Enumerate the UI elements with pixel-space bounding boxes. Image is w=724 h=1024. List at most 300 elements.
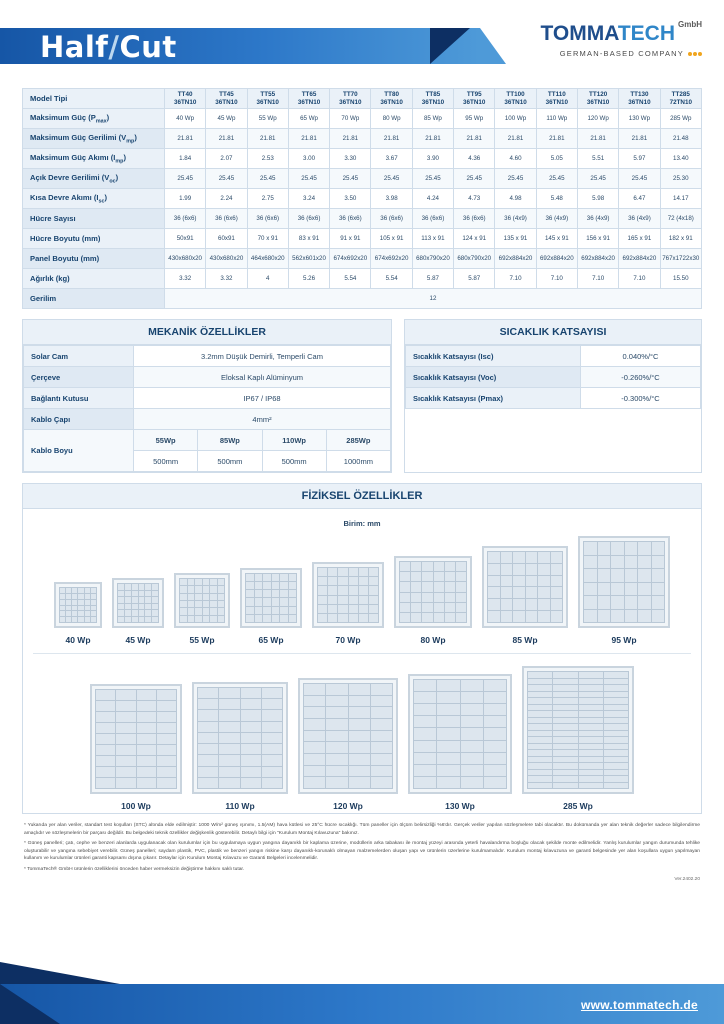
- solar-cell: [584, 569, 597, 582]
- solar-cell: [579, 731, 603, 737]
- solar-cell: [488, 611, 500, 622]
- panel-figure: [578, 536, 670, 645]
- spec-cell: 25.45: [577, 169, 618, 189]
- solar-cell: [137, 745, 156, 755]
- spec-cell: 14.17: [660, 189, 701, 209]
- solar-cell: [513, 576, 525, 587]
- spec-cell: 135 x 91: [495, 229, 536, 249]
- solar-cell: [116, 767, 135, 777]
- solar-cell: [625, 583, 638, 596]
- solar-cell: [638, 569, 651, 582]
- panel-cell-grid: [413, 679, 507, 789]
- mekanik-row-value: Eloksal Kaplı Alüminyum: [134, 367, 391, 388]
- solar-cell: [400, 613, 410, 622]
- solar-cell: [72, 606, 77, 611]
- solar-cell: [60, 617, 65, 622]
- solar-cell: [255, 582, 263, 589]
- model-cells: 36TN10: [339, 98, 362, 106]
- solar-cell: [145, 597, 151, 603]
- spec-row-label: Ağırlık (kg): [23, 269, 165, 289]
- website-link[interactable]: www.tommatech.de: [580, 998, 698, 1012]
- spec-cell: 21.81: [454, 129, 495, 149]
- spec-cell: 21.81: [330, 129, 371, 149]
- solar-cell: [157, 690, 176, 700]
- spec-col-header: [247, 89, 288, 109]
- solar-cell: [241, 733, 261, 743]
- solar-cell: [85, 606, 90, 611]
- solar-cell: [139, 617, 145, 623]
- solar-cell: [289, 607, 297, 614]
- solar-cell: [501, 564, 513, 575]
- spec-cell: 83 x 91: [288, 229, 329, 249]
- solar-cell: [85, 611, 90, 616]
- solar-cell: [219, 733, 239, 743]
- spec-header-label: Model Tipi: [23, 89, 165, 109]
- sicaklik-table: [405, 345, 701, 409]
- solar-cell: [203, 586, 210, 592]
- solar-cell: [638, 610, 651, 623]
- panel-label: 70 Wp: [335, 635, 361, 645]
- model-code: TT40: [177, 90, 193, 98]
- solar-cell: [157, 745, 176, 755]
- solar-cell: [604, 757, 628, 763]
- spec-table: [22, 88, 702, 309]
- solar-cell: [66, 617, 71, 622]
- model-code: TT120: [589, 90, 608, 98]
- solar-cell: [513, 587, 525, 598]
- solar-cell: [526, 611, 538, 622]
- solar-cell: [538, 564, 550, 575]
- solar-cell: [125, 597, 131, 603]
- panel-frame: [112, 578, 164, 628]
- solar-cell: [411, 572, 421, 581]
- solar-cell: [139, 597, 145, 603]
- logo-tomma: TOMMA: [540, 22, 618, 45]
- solar-cell: [484, 716, 506, 727]
- solar-cell: [125, 604, 131, 610]
- solar-cell: [652, 596, 665, 609]
- kablo-head-cell: 110Wp: [262, 430, 326, 451]
- solar-cell: [188, 586, 195, 592]
- spec-cell: 4.60: [495, 149, 536, 169]
- model-cells: 36TN10: [215, 98, 238, 106]
- spec-cell: 36 (4x9): [495, 209, 536, 229]
- solar-cell: [246, 607, 254, 614]
- solar-cell: [262, 744, 282, 754]
- spec-cell: 5.87: [454, 269, 495, 289]
- sicaklik-title: SICAKLIK KATSAYISI: [405, 320, 701, 345]
- solar-cell: [414, 692, 436, 703]
- solar-cell: [488, 564, 500, 575]
- birim-label: Birim: mm: [343, 519, 381, 528]
- footnote-paragraph: * Güneş panelleri; çatı, cephe ve benzeri alanlarda uygulanacak olan kurulumlar için bu uygulamaya uygun yangına dayanıklı bir kaplama üzerine, modüllerin arka tabakası ile montaj yüzeyi arasında yeterli havalandırma boşluğu olacak şekilde monte edilmelidir. Yanlış kurulumlar yangın durumunda tehlike oluşturabilir ve yangına sebebiyet verebilir. Güneş panelleri; saydam plastik, PVC, plastik ve benzeri yangın riskine karşı dayanıklı-korunaklı olmayan malzemelerden oluşan yapı ve ürünlerin üzerlerine kurulmamalıdır. Kurulum montaj kılavuzuna ve garanti belgesinde yer alan koşullara uygun yapılmayan kullanım ve kurulumlar ürünleri garanti kapsamı dışına çıkarır. Detaylar için Kurulum Montaj Kılavuzu ve Garanti Belgeleri incelenmelidir.: [24, 841, 700, 862]
- solar-cell: [219, 722, 239, 732]
- solar-cell: [526, 564, 538, 575]
- solar-cell: [625, 556, 638, 569]
- spec-row-label: Panel Boyutu (mm): [23, 249, 165, 269]
- solar-cell: [349, 754, 370, 765]
- solar-cell: [188, 579, 195, 585]
- spec-cell: 70 Wp: [330, 109, 371, 129]
- solar-cell: [203, 601, 210, 607]
- model-cells: 36TN10: [545, 98, 569, 106]
- solar-cell: [638, 596, 651, 609]
- solar-cell: [528, 750, 552, 756]
- panel-figure: [394, 556, 472, 645]
- solar-cell: [371, 766, 392, 777]
- solar-cell: [272, 615, 280, 622]
- panel-cell-grid: [59, 587, 97, 623]
- spec-cell: 3.50: [330, 189, 371, 209]
- solar-cell: [139, 591, 145, 597]
- solar-cell: [598, 596, 611, 609]
- panel-frame: [54, 582, 102, 628]
- solar-cell: [219, 688, 239, 698]
- solar-cell: [78, 606, 83, 611]
- solar-cell: [349, 684, 370, 695]
- solar-cell: [262, 688, 282, 698]
- solar-cell: [210, 616, 217, 622]
- solar-cell: [456, 603, 466, 612]
- solar-cell: [180, 601, 187, 607]
- solar-cell: [132, 584, 138, 590]
- solar-cell: [349, 719, 370, 730]
- solar-cell: [137, 734, 156, 744]
- solar-cell: [262, 767, 282, 777]
- spec-cell: 72 (4x18): [660, 209, 701, 229]
- spec-row-label: Maksimum Güç Gerilimi $(V_{mp})$: [23, 129, 165, 149]
- model-code: TT85: [425, 90, 441, 98]
- solar-cell: [538, 587, 550, 598]
- solar-cell: [188, 616, 195, 622]
- spec-cell: 4.36: [454, 149, 495, 169]
- solar-cell: [195, 608, 202, 614]
- solar-cell: [157, 756, 176, 766]
- solar-cell: [60, 606, 65, 611]
- solar-cell: [638, 556, 651, 569]
- panel-label: 80 Wp: [420, 635, 446, 645]
- solar-cell: [652, 583, 665, 596]
- panel-frame: [174, 573, 230, 628]
- solar-cell: [414, 716, 436, 727]
- solar-cell: [604, 698, 628, 704]
- solar-cell: [584, 596, 597, 609]
- panel-label: 55 Wp: [189, 635, 215, 645]
- model-cells: 36TN10: [463, 98, 486, 106]
- solar-cell: [501, 587, 513, 598]
- panel-label: 100 Wp: [121, 801, 151, 811]
- header-triangle: [430, 28, 470, 64]
- spec-cell: 36 (6x6): [412, 209, 453, 229]
- solar-cell: [414, 728, 436, 739]
- solar-cell: [326, 742, 347, 753]
- solar-cell: [484, 765, 506, 776]
- kablo-head-cell: 55Wp: [134, 430, 198, 451]
- solar-cell: [579, 679, 603, 685]
- sicaklik-row-value: 0.040%/°C: [581, 346, 701, 367]
- solar-cell: [513, 599, 525, 610]
- solar-cell: [132, 591, 138, 597]
- model-code: TT45: [219, 90, 234, 98]
- solar-cell: [371, 754, 392, 765]
- solar-cell: [400, 572, 410, 581]
- solar-cell: [116, 690, 135, 700]
- solar-cell: [338, 586, 347, 594]
- solar-cell: [349, 614, 358, 622]
- footer-triangle-top: [0, 962, 120, 984]
- solar-cell: [604, 750, 628, 756]
- panel-figure: [298, 678, 398, 811]
- solar-cell: [625, 610, 638, 623]
- title-main: Half: [40, 30, 109, 64]
- spec-cell: 25.45: [371, 169, 412, 189]
- solar-cell: [137, 712, 156, 722]
- solar-cell: [116, 756, 135, 766]
- model-code: TT70: [342, 90, 358, 98]
- spec-row-label: Kısa Devre Akımı $(I_{sc})$: [23, 189, 165, 209]
- spec-cell: 80 Wp: [371, 109, 412, 129]
- solar-cell: [304, 731, 325, 742]
- spec-cell: 145 x 91: [536, 229, 577, 249]
- solar-cell: [461, 765, 483, 776]
- spec-row-label: Gerilim: [23, 289, 165, 309]
- model-cells: 36TN10: [297, 98, 321, 106]
- solar-cell: [526, 552, 538, 563]
- solar-cell: [434, 593, 444, 602]
- solar-cell: [359, 605, 368, 613]
- table-row: [406, 388, 701, 409]
- solar-cell: [528, 711, 552, 717]
- solar-cell: [255, 574, 263, 581]
- spec-cell: 25.45: [330, 169, 371, 189]
- solar-cell: [219, 744, 239, 754]
- model-code: TT130: [630, 90, 649, 98]
- spec-cell: 5.26: [288, 269, 329, 289]
- model-code: TT110: [547, 90, 566, 98]
- spec-cell: 3.00: [288, 149, 329, 169]
- panel-label: 110 Wp: [225, 801, 255, 811]
- solar-cell: [241, 688, 261, 698]
- solar-cell: [91, 617, 96, 622]
- table-row: [23, 249, 702, 269]
- model-code: TT285: [671, 90, 690, 98]
- solar-cell: [349, 707, 370, 718]
- table-row: [23, 269, 702, 289]
- solar-cell: [263, 615, 271, 622]
- solar-cell: [579, 692, 603, 698]
- spec-cell: 674x692x20: [330, 249, 371, 269]
- solar-cell: [488, 576, 500, 587]
- solar-cell: [116, 778, 135, 788]
- table-row: [24, 346, 391, 367]
- spec-cell: 5.54: [330, 269, 371, 289]
- solar-cell: [157, 712, 176, 722]
- model-cells: 36TN10: [380, 98, 403, 106]
- panel-label: 95 Wp: [611, 635, 637, 645]
- solar-cell: [152, 591, 158, 597]
- solar-cell: [60, 611, 65, 616]
- kablo-value-cell: 500mm: [262, 451, 326, 472]
- solar-cell: [437, 716, 459, 727]
- solar-cell: [359, 586, 368, 594]
- solar-cell: [553, 737, 577, 743]
- logo-gmbh: GmbH: [678, 20, 702, 29]
- panel-figure: [174, 573, 230, 645]
- panel-frame: [578, 536, 670, 628]
- solar-cell: [553, 763, 577, 769]
- solar-cell: [414, 680, 436, 691]
- solar-cell: [513, 552, 525, 563]
- solar-cell: [203, 594, 210, 600]
- spec-cell: 692x884x20: [577, 249, 618, 269]
- spec-cell: 25.45: [288, 169, 329, 189]
- solar-cell: [263, 590, 271, 597]
- solar-cell: [318, 605, 327, 613]
- solar-cell: [72, 588, 77, 593]
- spec-cell: 5.97: [619, 149, 660, 169]
- solar-cell: [598, 583, 611, 596]
- panel-figure: [54, 582, 102, 645]
- solar-cell: [461, 704, 483, 715]
- solar-cell: [528, 705, 552, 711]
- solar-cell: [528, 698, 552, 704]
- solar-cell: [338, 568, 347, 576]
- solar-cell: [553, 705, 577, 711]
- solar-cell: [369, 614, 378, 622]
- panel-cell-grid: [399, 561, 467, 623]
- solar-cell: [219, 755, 239, 765]
- spec-cell: 5.98: [577, 189, 618, 209]
- solar-cell: [180, 586, 187, 592]
- solar-cell: [584, 556, 597, 569]
- solar-cell: [584, 583, 597, 596]
- solar-cell: [304, 754, 325, 765]
- solar-cell: [579, 685, 603, 691]
- mekanik-row-value: IP67 / IP68: [134, 388, 391, 409]
- spec-cell: 110 Wp: [536, 109, 577, 129]
- solar-cell: [422, 582, 432, 591]
- solar-cell: [203, 616, 210, 622]
- spec-cell: 36 (6x6): [247, 209, 288, 229]
- spec-cell: 21.81: [206, 129, 247, 149]
- solar-cell: [255, 590, 263, 597]
- solar-cell: [553, 679, 577, 685]
- solar-cell: [488, 599, 500, 610]
- solar-cell: [280, 582, 288, 589]
- solar-cell: [484, 728, 506, 739]
- solar-cell: [488, 552, 500, 563]
- solar-cell: [553, 750, 577, 756]
- solar-cell: [579, 750, 603, 756]
- spec-cell: 21.48: [660, 129, 701, 149]
- spec-cell: 36 (6x6): [288, 209, 329, 229]
- spec-cell: 65 Wp: [288, 109, 329, 129]
- solar-cell: [85, 594, 90, 599]
- solar-cell: [528, 731, 552, 737]
- solar-cell: [203, 579, 210, 585]
- solar-cell: [598, 556, 611, 569]
- spec-cell: 12: [165, 289, 702, 309]
- solar-cell: [528, 724, 552, 730]
- solar-cell: [488, 587, 500, 598]
- spec-cell: 25.45: [412, 169, 453, 189]
- solar-cell: [132, 597, 138, 603]
- solar-cell: [66, 606, 71, 611]
- panel-frame: [298, 678, 398, 794]
- spec-cell: 2.07: [206, 149, 247, 169]
- solar-cell: [553, 685, 577, 691]
- spec-cell: 430x680x20: [165, 249, 206, 269]
- sicaklik-row-label: Sıcaklık Katsayısı (Voc): [406, 367, 581, 388]
- solar-cell: [400, 603, 410, 612]
- panel-cell-grid: [197, 687, 283, 789]
- solar-cell: [132, 604, 138, 610]
- solar-cell: [241, 744, 261, 754]
- solar-cell: [349, 766, 370, 777]
- solar-cell: [604, 783, 628, 789]
- solar-cell: [528, 737, 552, 743]
- solar-cell: [598, 610, 611, 623]
- solar-cell: [304, 684, 325, 695]
- solar-cell: [195, 594, 202, 600]
- solar-cell: [625, 569, 638, 582]
- solar-cell: [198, 755, 218, 765]
- panel-frame: [192, 682, 288, 794]
- solar-cell: [188, 601, 195, 607]
- solar-cell: [604, 672, 628, 678]
- solar-cell: [445, 582, 455, 591]
- spec-cell: 5.87: [412, 269, 453, 289]
- solar-cell: [528, 776, 552, 782]
- solar-cell: [66, 611, 71, 616]
- solar-cell: [60, 600, 65, 605]
- solar-cell: [579, 718, 603, 724]
- solar-cell: [318, 614, 327, 622]
- solar-cell: [584, 542, 597, 555]
- spec-cell: 25.45: [206, 169, 247, 189]
- solar-cell: [195, 586, 202, 592]
- solar-cell: [359, 614, 368, 622]
- spec-table-wrap: [0, 88, 724, 309]
- solar-cell: [218, 616, 225, 622]
- solar-cell: [652, 542, 665, 555]
- solar-cell: [180, 579, 187, 585]
- panel-cell-grid: [583, 541, 665, 623]
- solar-cell: [484, 704, 506, 715]
- solar-cell: [66, 600, 71, 605]
- solar-cell: [78, 594, 83, 599]
- solar-cell: [255, 598, 263, 605]
- solar-cell: [145, 610, 151, 616]
- solar-cell: [188, 594, 195, 600]
- solar-cell: [91, 588, 96, 593]
- solar-cell: [318, 568, 327, 576]
- spec-cell: 85 Wp: [412, 109, 453, 129]
- model-cells: 36TN10: [173, 98, 197, 106]
- solar-cell: [96, 778, 115, 788]
- panel-frame: [522, 666, 634, 794]
- logo-tagline-text: GERMAN-BASED COMPANY: [559, 49, 684, 58]
- solar-cell: [604, 776, 628, 782]
- panel-frame: [482, 546, 568, 628]
- solar-cell: [437, 692, 459, 703]
- table-row: [406, 367, 701, 388]
- spec-cell: 692x884x20: [495, 249, 536, 269]
- solar-cell: [118, 604, 124, 610]
- solar-cell: [289, 590, 297, 597]
- solar-cell: [328, 586, 337, 594]
- solar-cell: [318, 596, 327, 604]
